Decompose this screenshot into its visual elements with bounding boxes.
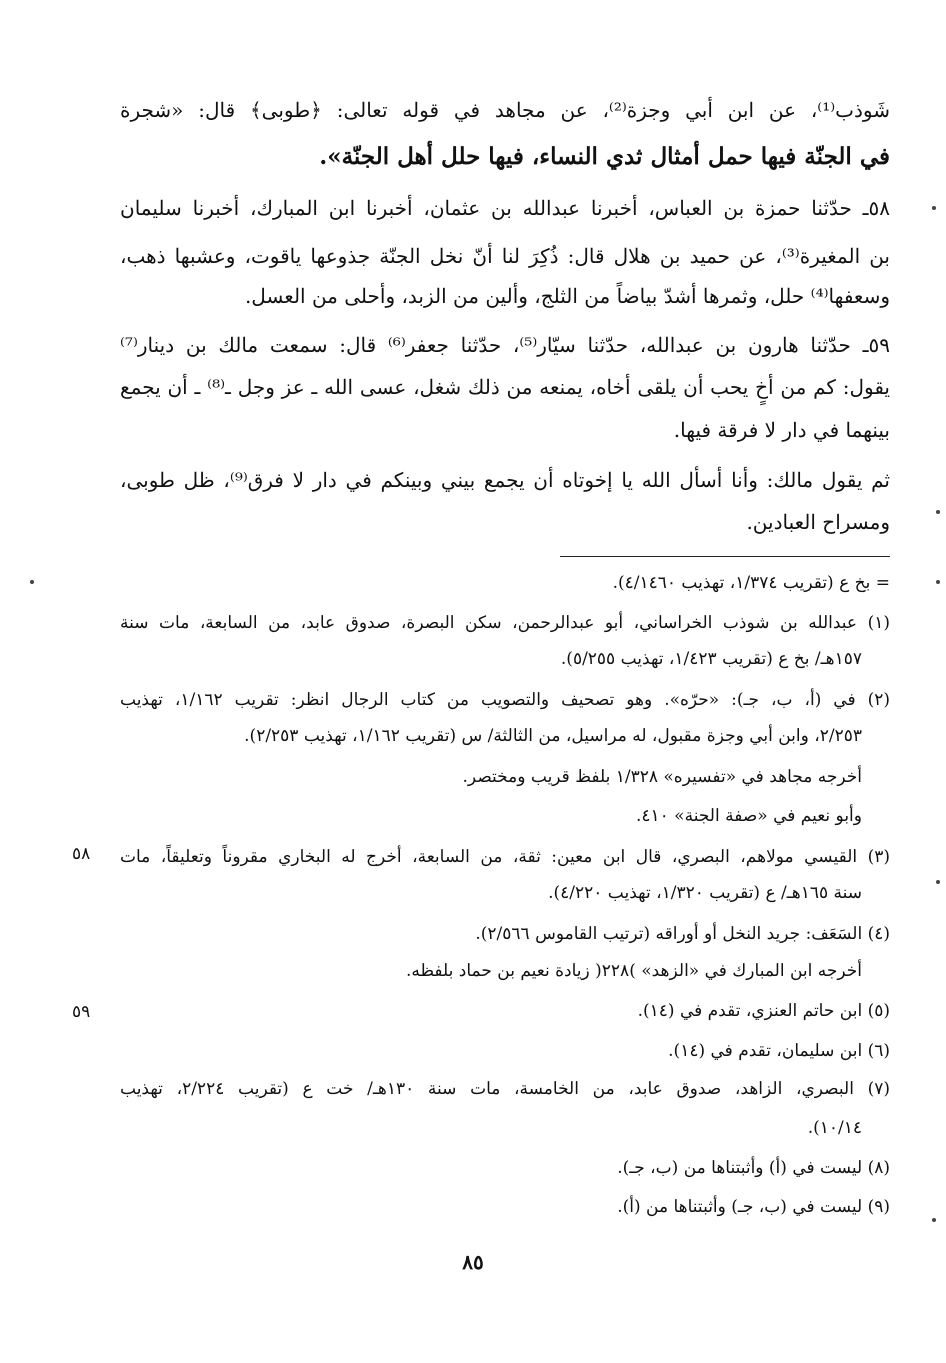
scan-speck xyxy=(30,580,34,584)
main-text-line-1: شَوذب⁽¹⁾، عن ابن أبي وجزة⁽²⁾، عن مجاهد في قوله تعالى: ﴿طوبى﴾ قال: «شجرة xyxy=(120,98,890,122)
footnote-4-line-1: (٤) السَعَف: جريد النخل أو أوراقه (ترتيب القاموس ٢/٥٦٦). xyxy=(475,924,890,944)
main-text-line-5: وسعفها⁽⁴⁾ حلل، وثمرها أشدّ بياضاً من الثلج، وألين من الزبد، وأحلى من العسل. xyxy=(244,284,890,308)
footnote-9: (٩) ليست في (ب، جـ) وأثبتناها من (أ). xyxy=(617,1197,890,1217)
main-text-line-9: ثم يقول مالك: وأنا أسأل الله يا إخوتاه أن يجمع بيني وبينكم في دار لا فرق⁽⁹⁾، ظل طوبى، xyxy=(120,468,890,492)
footnote-2-line-1: (٢) في (أ، ب، جـ): «حرّه». وهو تصحيف والتصويب من كتاب الرجال انظر: تقريب ١/١٦٢، تهذيب xyxy=(120,690,890,710)
footnote-5: (٥) ابن حاتم العنزي، تقدم في (١٤). xyxy=(637,1001,890,1021)
footnote-1-line-2: ١٥٧هـ/ بخ ع (تقريب ١/٤٢٣، تهذيب ٥/٢٥٥). xyxy=(560,649,862,669)
main-text-line-6: ٥٩ـ حدّثنا هارون بن عبدالله، حدّثنا سيّار⁽⁵⁾، حدّثنا جعفر⁽⁶⁾ قال: سمعت مالك بن دينار⁽⁷⁾ xyxy=(120,333,890,357)
scan-speck xyxy=(932,206,936,210)
footnote-separator xyxy=(560,556,890,557)
footnote-3-line-1: (٣) القيسي مولاهم، البصري، قال ابن معين: ثقة، من السابعة، أخرج له البخاري مقروناً وتعليقاً، مات xyxy=(120,847,890,867)
footnote-4-line-2: أخرجه ابن المبارك في «الزهد» )٢٢٨( زيادة نعيم بن حماد بلفظه. xyxy=(405,961,862,981)
page-number: ٨٥ xyxy=(462,1250,484,1274)
main-text-line-2: في الجنّة فيها حمل أمثال ثدي النساء، فيها حلل أهل الجنّة». xyxy=(319,143,890,170)
footnote-7-line-1: (٧) البصري، الزاهد، صدوق عابد، من الخامسة، مات سنة ١٣٠هـ/ خت ع (تقريب ٢/٢٢٤، تهذيب xyxy=(120,1079,890,1099)
footnote-1-line-1: (١) عبدالله بن شوذب الخراساني، أبو عبدالرحمن، سكن البصرة، صدوق عابد، من السابعة، مات سنة xyxy=(120,613,890,633)
main-text-line-8: بينهما في دار لا فرقة فيها. xyxy=(673,418,890,442)
footnote-2-line-4: وأبو نعيم في «صفة الجنة» ٤١٠. xyxy=(635,806,862,826)
footnote-7-line-2: ١٠/١٤). xyxy=(807,1118,862,1138)
main-text-line-4: بن المغيرة⁽³⁾، عن حميد بن هلال قال: ذُكِرَ لنا أنّ نخل الجنّة جذوعها ياقوت، وعشبها ذهب، xyxy=(120,244,890,268)
footnote-3-line-2: سنة ١٦٥هـ/ ع (تقريب ١/٣٢٠، تهذيب ٤/٢٢٠). xyxy=(548,883,862,903)
main-text-line-10: ومسراح العبادين. xyxy=(746,510,890,534)
scan-speck xyxy=(936,580,940,584)
scan-speck xyxy=(936,880,940,884)
scan-speck xyxy=(932,1218,936,1222)
footnote-2-line-3: أخرجه مجاهد في «تفسيره» ١/٣٢٨ بلفظ قريب ومختصر. xyxy=(462,767,862,787)
margin-number-59: ٥٩ xyxy=(72,1002,91,1022)
scan-speck xyxy=(936,510,940,514)
main-text-line-3: ٥٨ـ حدّثنا حمزة بن العباس، أخبرنا عبدالله بن عثمان، أخبرنا ابن المبارك، أخبرنا سليمان xyxy=(120,196,890,220)
footnote-6: (٦) ابن سليمان، تقدم في (١٤). xyxy=(668,1041,890,1061)
main-text-line-7: يقول: كم من أخٍ يحب أن يلقى أخاه، يمنعه من ذلك شغل، عسى الله ـ عز وجل ـ⁽⁸⁾ ـ أن يجمع xyxy=(120,375,890,399)
footnote-2-line-2: ٢/٢٥٣، وابن أبي وجزة مقبول، له مراسيل، من الثالثة/ س (تقريب ١/١٦٢، تهذيب ٢/٢٥٣). xyxy=(244,726,862,746)
footnote-8: (٨) ليست في (أ) وأثبتناها من (ب، جـ). xyxy=(617,1158,890,1178)
margin-number-58: ٥٨ xyxy=(72,844,91,864)
footnote-line-continued: = بخ ع (تقريب ١/٣٧٤، تهذيب ٤/١٤٦٠). xyxy=(612,573,890,593)
